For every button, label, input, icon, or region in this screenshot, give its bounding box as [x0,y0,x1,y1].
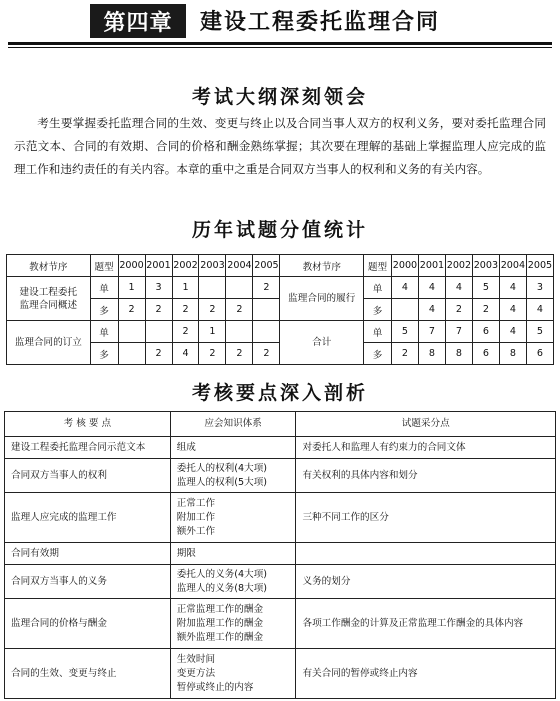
col-year: 2004 [226,255,253,277]
col-knowledge: 应会知识体系 [170,412,296,437]
score-cell: 2 [226,343,253,365]
score-cell: 2 [172,321,199,343]
table-row [5,493,556,543]
score-cell: 4 [499,321,526,343]
key-point: 监理合同的价格与酬金 [5,599,171,649]
col-year: 2001 [418,255,445,277]
section-heading-outline: 考试大纲深刻领会 [191,86,368,108]
section-name: 监理合同的履行 [280,277,364,321]
score-cell: 8 [499,343,526,365]
score-cell: 2 [472,299,499,321]
score-cell [226,321,253,343]
score-cell: 4 [445,277,472,299]
knowledge-system: 委托人的权利(4大项) 监理人的权利(5大项) [170,459,296,493]
score-cell [118,321,145,343]
col-point: 考 核 要 点 [5,412,171,437]
score-point: 有关合同的暂停或终止内容 [296,649,556,699]
chapter-title: 建设工程委托监理合同 [200,10,441,35]
knowledge-system: 生效时间 变更方法 暂停或终止的内容 [170,649,296,699]
knowledge-system: 组成 [170,437,296,459]
score-cell: 8 [445,343,472,365]
table-row [7,321,554,343]
question-type: 多 [364,299,392,321]
table-row [5,649,556,699]
question-type: 单 [364,321,392,343]
score-cell: 5 [391,321,418,343]
score-cell: 1 [172,277,199,299]
score-cell: 2 [226,299,253,321]
key-point: 合同的生效、变更与终止 [5,649,171,699]
score-point [296,543,556,565]
section-heading-key-points: 考核要点深入剖析 [191,382,368,404]
question-type: 多 [364,343,392,365]
score-cell [199,277,226,299]
col-year: 2005 [253,255,280,277]
key-points-table [4,411,556,699]
col-section: 教材节序 [280,255,364,277]
col-year: 2000 [118,255,145,277]
score-cell: 8 [418,343,445,365]
knowledge-system: 正常工作 附加工作 额外工作 [170,493,296,543]
chapter-label: 第四章 [90,4,186,38]
header-rule-thin [8,47,552,48]
table-row [5,565,556,599]
score-point: 义务的划分 [296,565,556,599]
question-type: 多 [90,343,118,365]
score-cell: 6 [526,343,553,365]
col-score-point: 试题采分点 [296,412,556,437]
col-year: 2003 [472,255,499,277]
score-cell: 1 [118,277,145,299]
score-cell: 2 [118,299,145,321]
score-cell [226,277,253,299]
section-heading-score-stats: 历年试题分值统计 [191,219,368,241]
table-row [5,599,556,649]
col-year: 2005 [526,255,553,277]
score-cell: 7 [445,321,472,343]
score-cell: 4 [418,277,445,299]
score-cell [253,299,280,321]
score-cell: 7 [418,321,445,343]
question-type: 单 [364,277,392,299]
table-row [5,543,556,565]
score-cell: 2 [199,343,226,365]
question-type: 单 [90,321,118,343]
score-cell: 4 [526,299,553,321]
question-type: 单 [90,277,118,299]
key-points-header-row [5,412,556,437]
section-name: 合计 [280,321,364,365]
score-cell: 2 [145,299,172,321]
knowledge-system: 期限 [170,543,296,565]
col-year: 2001 [145,255,172,277]
table-row [7,277,554,299]
score-cell: 1 [199,321,226,343]
score-cell: 4 [418,299,445,321]
score-cell: 3 [526,277,553,299]
col-year: 2003 [199,255,226,277]
score-cell: 2 [145,343,172,365]
key-point: 合同双方当事人的权利 [5,459,171,493]
score-point: 三种不同工作的区分 [296,493,556,543]
score-cell: 4 [172,343,199,365]
score-cell: 2 [253,277,280,299]
col-section: 教材节序 [7,255,91,277]
score-cell: 2 [391,343,418,365]
col-year: 2002 [445,255,472,277]
key-point: 建设工程委托监理合同示范文本 [5,437,171,459]
table-row [5,459,556,493]
stats-header-row [7,255,554,277]
score-cell: 5 [526,321,553,343]
score-cell [145,321,172,343]
score-point: 各项工作酬金的计算及正常监理工作酬金的具体内容 [296,599,556,649]
section-name: 建设工程委托 监理合同概述 [7,277,91,321]
score-cell: 2 [445,299,472,321]
table-row [5,437,556,459]
score-cell: 4 [391,277,418,299]
score-point: 对委托人和监理人有约束力的合同文体 [296,437,556,459]
score-point: 有关权利的具体内容和划分 [296,459,556,493]
score-cell: 4 [499,299,526,321]
score-cell [391,299,418,321]
col-type: 题型 [364,255,392,277]
knowledge-system: 委托人的义务(4大项) 监理人的义务(8大项) [170,565,296,599]
header-rule [8,42,552,45]
question-type: 多 [90,299,118,321]
knowledge-system: 正常监理工作的酬金 附加监理工作的酬金 额外监理工作的酬金 [170,599,296,649]
score-cell: 5 [472,277,499,299]
key-point: 监理人应完成的监理工作 [5,493,171,543]
col-type: 题型 [90,255,118,277]
section-name: 监理合同的订立 [7,321,91,365]
col-year: 2000 [391,255,418,277]
key-point: 合同有效期 [5,543,171,565]
score-cell: 2 [253,343,280,365]
score-cell [118,343,145,365]
score-stats-table [6,254,554,365]
col-year: 2004 [499,255,526,277]
score-cell: 2 [172,299,199,321]
score-cell: 6 [472,343,499,365]
score-cell: 6 [472,321,499,343]
col-year: 2002 [172,255,199,277]
score-cell: 4 [499,277,526,299]
score-cell: 3 [145,277,172,299]
score-cell [253,321,280,343]
score-cell: 2 [199,299,226,321]
intro-paragraph: 考生要掌握委托监理合同的生效、变更与终止以及合同当事人双方的权利义务，要对委托监理合同示范文本、合同的有效期、合同的价格和酬金熟练掌握；其次要在理解的基础上掌握监理人应完成的监理工作和违约责任的有关内容。本章的重中之重是合同双方当事人的权利和义务的有关内容。 [14,116,546,176]
key-point: 合同双方当事人的义务 [5,565,171,599]
